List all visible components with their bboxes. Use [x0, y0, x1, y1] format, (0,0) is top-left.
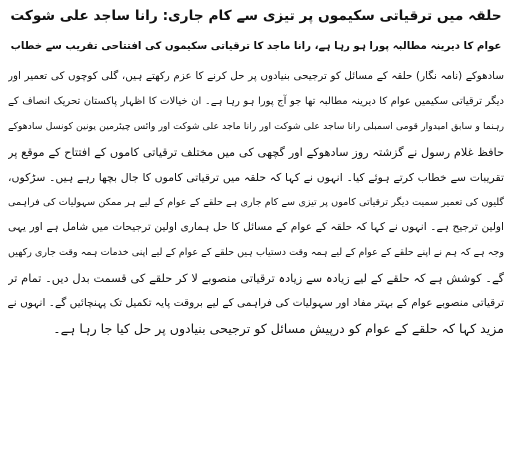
- body-line: ترقیاتی منصوبے عوام کے بہتر مفاد اور سہولیات کی فراہمی کے لیے بروقت پایہ تکمیل تک پہنچائیں گے۔ انہوں نے: [8, 296, 504, 309]
- body-line: تقریبات سے خطاب کرتے ہوئے کیا۔ انہوں نے کہا کہ حلقہ میں ترقیاتی کاموں کا جال بچھا رہے ہیں۔ سڑکوں،: [8, 170, 504, 184]
- article-subheadline: عوام کا دیرینہ مطالبہ پورا ہو رہا ہے، رانا ماجد کا ترقیاتی سکیموں کی افتتاحی تقریب سے خطاب: [10, 40, 502, 52]
- body-line: مزید کہا کہ حلقے کے عوام کو درپیش مسائل کو ترجیحی بنیادوں پر حل کیا جا رہا ہے۔: [53, 321, 504, 337]
- body-line: گے۔ کوشش ہے کہ حلقے کے لیے زیادہ سے زیادہ ترقیاتی منصوبے لا کر حلقے کی قسمت بدل دیں۔ تمام تر: [8, 270, 504, 285]
- body-line: گلیوں کی تعمیر سمیت دیگر ترقیاتی کاموں پر تیزی سے کام جاری ہے حلقے کے عوام کے لیے ہر ممکن سہولیات کی فراہمی: [8, 197, 504, 209]
- body-line: رہنما و سابق امیدوار قومی اسمبلی رانا ساجد علی شوکت اور رانا ماجد علی شوکت اور وائس چیئرمین یونین کونسل سادھوکے: [8, 121, 504, 133]
- body-line: دیگر ترقیاتی سکیمیں عوام کا دیرینہ مطالبہ تھا جو آج پورا ہو رہا ہے۔ ان خیالات کا اظہار پاکستان تحریک انصاف کے: [8, 96, 504, 108]
- body-line: اولین ترجیح ہے۔ انہوں نے کہا کہ حلقہ کے عوام کے مسائل کا حل ہماری اولین ترجیحات میں شامل ہے اور یہی: [8, 221, 504, 234]
- article-headline: حلقہ میں ترقیاتی سکیموں پر تیزی سے کام جاری: رانا ساجد علی شوکت: [10, 8, 502, 24]
- body-line: وجہ ہے کہ ہم نے اپنے حلقے کے عوام کے لیے ہمہ وقت دستیاب ہیں حلقے کے عوام کے لیے اپنی خدمات ہمہ وقت جاری رکھیں: [8, 247, 504, 259]
- article-body: [8, 64, 504, 341]
- body-line: حافظ غلام رسول نے گزشتہ روز سادھوکے اور گچھی کی میں مختلف ترقیاتی کاموں کے افتتاح کے موقع پر: [8, 144, 504, 159]
- body-line: سادھوکے (نامہ نگار) حلقہ کے مسائل کو ترجیحی بنیادوں پر حل کرنے کا عزم رکھتے ہیں، گلی کوچوں کی تعمیر اور: [8, 70, 504, 82]
